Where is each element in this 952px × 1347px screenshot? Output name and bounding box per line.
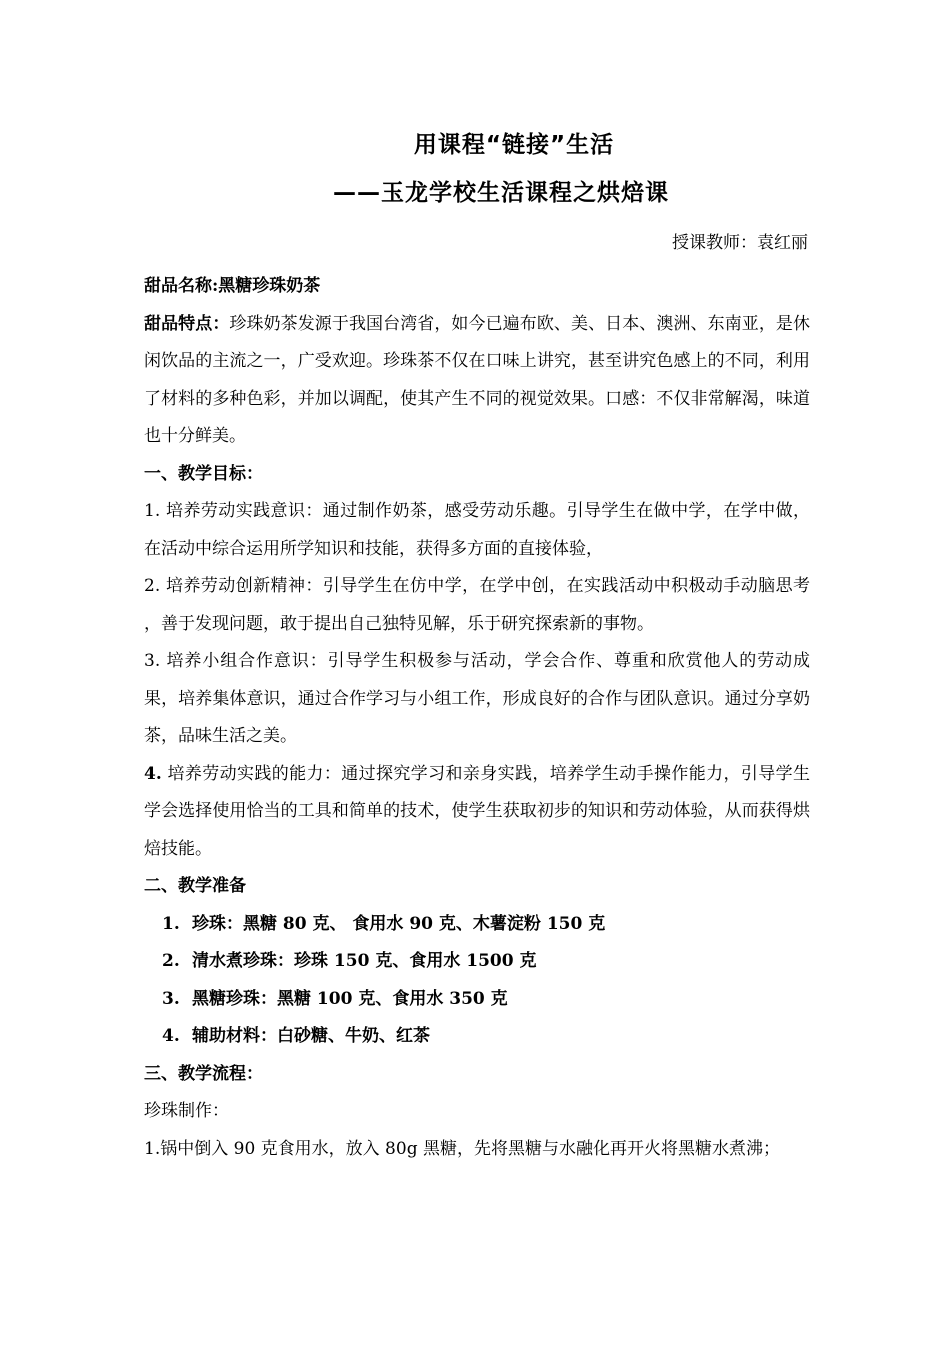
prep-item-4-num: 4. <box>162 1026 180 1046</box>
goal-3-num: 3. <box>144 651 161 671</box>
document-body <box>144 268 810 1168</box>
dessert-features <box>144 306 810 456</box>
prep-item-2-text: 清水煮珍珠：珍珠 150 克、食用水 1500 克 <box>192 951 537 971</box>
dessert-name-label: 甜品名称: <box>144 276 219 296</box>
prep-item-3-text: 黑糖珍珠：黑糖 100 克、食用水 350 克 <box>192 988 508 1009</box>
document-subtitle: ——玉龙学校生活课程之烘焙课 <box>333 180 669 206</box>
goal-3 <box>144 643 810 756</box>
prep-item-3-num: 3. <box>162 988 180 1009</box>
goal-1 <box>144 493 810 568</box>
section3-subheading: 珍珠制作： <box>144 1101 229 1121</box>
document-title: 用课程“链接”生活 <box>413 132 615 158</box>
dessert-name-value: 黑糖珍珠奶茶 <box>218 276 321 296</box>
prep-item-4-text: 辅助材料：白砂糖、牛奶、红茶 <box>192 1026 430 1046</box>
prep-item-1 <box>144 906 810 944</box>
prep-item-3 <box>144 981 810 1019</box>
goal-1-text: 培养劳动实践意识：通过制作奶茶，感受劳动乐趣。引导学生在做中学，在学中做，在活动中综合运用所学知识和技能，获得多方面的直接体验， <box>144 501 810 559</box>
section1-heading: 一、教学目标： <box>144 463 263 484</box>
prep-item-1-num: 1. <box>162 913 180 934</box>
goal-2 <box>144 568 810 643</box>
dessert-name <box>144 268 810 306</box>
section3-heading: 三、教学流程： <box>144 1063 263 1084</box>
goal-2-text: 培养劳动创新精神：引导学生在仿中学，在学中创，在实践活动中积极动手动脑思考 ，善于发现问题，敢于提出自己独特见解，乐于研究探索新的事物。 <box>144 576 810 634</box>
section2-heading: 二、教学准备 <box>144 876 246 896</box>
goal-1-num: 1. <box>144 501 161 521</box>
prep-item-2-num: 2. <box>162 951 180 971</box>
goal-4-num: 4. <box>144 763 162 784</box>
dessert-features-text: 珍珠奶茶发源于我国台湾省，如今已遍布欧、美、日本、澳洲、东南亚，是休闲饮品的主流之一，广受欢迎。珍珠茶不仅在口味上讲究，甚至讲究色感上的不同，利用了材料的多种色彩，并加以调配，使其产生不同的视觉效果。口感：不仅非常解渴，味道也十分鲜美。 <box>144 313 811 446</box>
goal-4 <box>144 756 810 869</box>
goal-4-text: 培养劳动实践的能力：通过探究学习和亲身实践，培养学生动手操作能力，引导学生学会选择使用恰当的工具和简单的技术，使学生获取初步的知识和劳动体验，从而获得烘焙技能。 <box>144 763 810 859</box>
process-step-1: 1.锅中倒入 90 克食用水，放入 80g 黑糖，先将黑糖与水融化再开火将黑糖水煮沸； <box>144 1138 780 1159</box>
teacher-name: 授课教师：袁红丽 <box>672 233 808 253</box>
prep-item-4 <box>144 1018 810 1056</box>
goal-3-text: 培养小组合作意识：引导学生积极参与活动，学会合作、尊重和欣赏他人的劳动成果，培养集体意识，通过合作学习与小组工作，形成良好的合作与团队意识。通过分享奶茶，品味生活之美。 <box>144 651 810 746</box>
dessert-features-label: 甜品特点： <box>144 313 230 334</box>
prep-item-1-text: 珍珠：黑糖 80 克、 食用水 90 克、木薯淀粉 150 克 <box>192 913 606 934</box>
goal-2-num: 2. <box>144 576 161 596</box>
prep-item-2 <box>144 943 810 981</box>
